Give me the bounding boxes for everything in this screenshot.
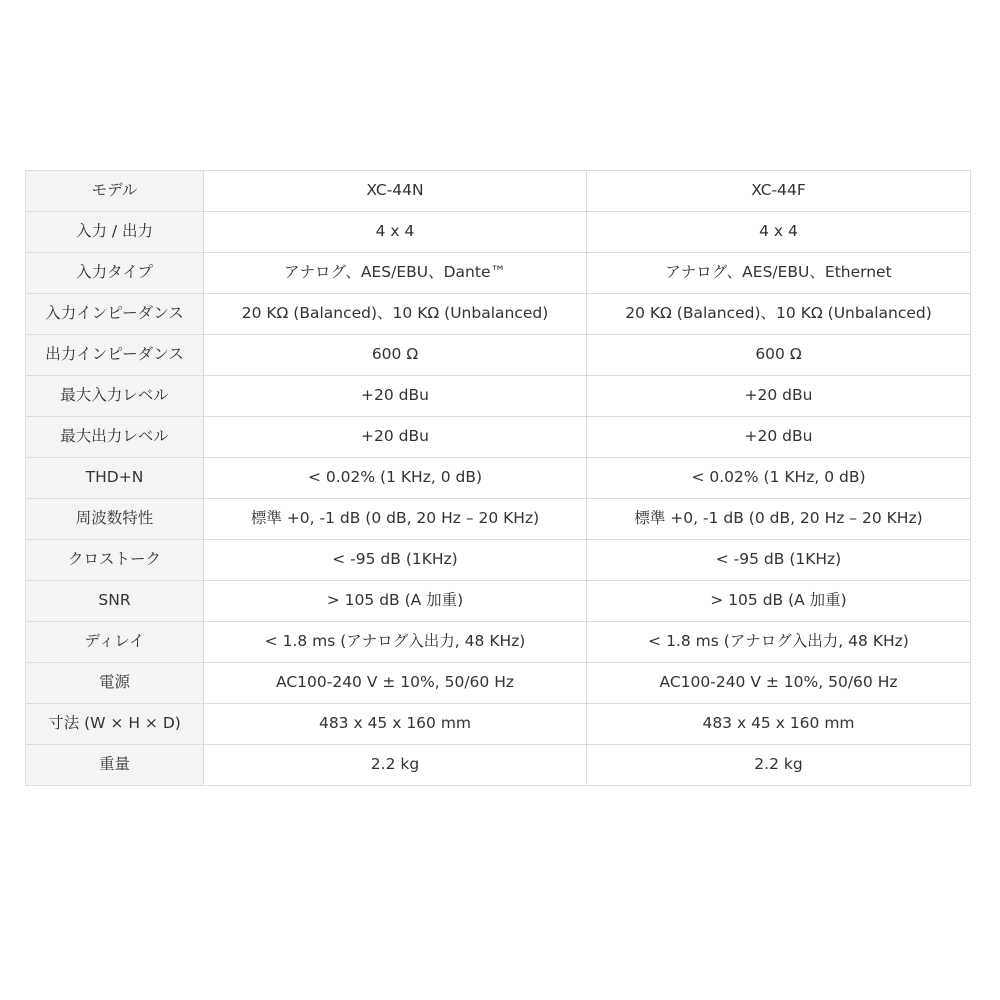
spec-label: 最大入力レベル [26,376,204,417]
spec-value-xc-44n: < 0.02% (1 KHz, 0 dB) [204,458,587,499]
spec-label: 寸法 (W × H × D) [26,704,204,745]
spec-label: クロストーク [26,540,204,581]
table-row [26,294,971,335]
spec-label: 周波数特性 [26,499,204,540]
spec-value-xc-44f: 483 x 45 x 160 mm [587,704,971,745]
table-row [26,704,971,745]
spec-value-xc-44n: 2.2 kg [204,745,587,786]
spec-value-xc-44f: 2.2 kg [587,745,971,786]
spec-value-xc-44f: 20 KΩ (Balanced)、10 KΩ (Unbalanced) [587,294,971,335]
spec-value-xc-44n: AC100-240 V ± 10%, 50/60 Hz [204,663,587,704]
model-name-xc-44n: XC-44N [204,171,587,212]
spec-value-xc-44n: > 105 dB (A 加重) [204,581,587,622]
table-row [26,417,971,458]
spec-label: 入力インピーダンス [26,294,204,335]
spec-value-xc-44n: +20 dBu [204,376,587,417]
spec-value-xc-44n: 4 x 4 [204,212,587,253]
spec-value-xc-44f: > 105 dB (A 加重) [587,581,971,622]
spec-value-xc-44n: 標準 +0, -1 dB (0 dB, 20 Hz – 20 KHz) [204,499,587,540]
model-name-xc-44f: XC-44F [587,171,971,212]
spec-value-xc-44f: < -95 dB (1KHz) [587,540,971,581]
spec-value-xc-44f: AC100-240 V ± 10%, 50/60 Hz [587,663,971,704]
spec-value-xc-44n: 483 x 45 x 160 mm [204,704,587,745]
spec-value-xc-44n: < -95 dB (1KHz) [204,540,587,581]
spec-value-xc-44f: アナログ、AES/EBU、Ethernet [587,253,971,294]
table-row [26,376,971,417]
table-row [26,540,971,581]
spec-value-xc-44f: +20 dBu [587,376,971,417]
spec-label: 入力 / 出力 [26,212,204,253]
spec-label: 最大出力レベル [26,417,204,458]
table-row [26,253,971,294]
spec-value-xc-44n: +20 dBu [204,417,587,458]
header-row [26,171,971,212]
model-header-label: モデル [26,171,204,212]
spec-value-xc-44f: 600 Ω [587,335,971,376]
table-row [26,458,971,499]
spec-value-xc-44n: 600 Ω [204,335,587,376]
spec-value-xc-44n: アナログ、AES/EBU、Dante™ [204,253,587,294]
table-row [26,663,971,704]
spec-value-xc-44f: 4 x 4 [587,212,971,253]
table-row [26,212,971,253]
spec-value-xc-44f: < 0.02% (1 KHz, 0 dB) [587,458,971,499]
spec-value-xc-44f: 標準 +0, -1 dB (0 dB, 20 Hz – 20 KHz) [587,499,971,540]
spec-label: ディレイ [26,622,204,663]
spec-label: 電源 [26,663,204,704]
table-row [26,622,971,663]
spec-label: 出力インピーダンス [26,335,204,376]
spec-value-xc-44n: 20 KΩ (Balanced)、10 KΩ (Unbalanced) [204,294,587,335]
table-row [26,499,971,540]
spec-value-xc-44n: < 1.8 ms (アナログ入出力, 48 KHz) [204,622,587,663]
spec-table [25,170,971,786]
table-row [26,745,971,786]
spec-value-xc-44f: < 1.8 ms (アナログ入出力, 48 KHz) [587,622,971,663]
spec-label: 入力タイプ [26,253,204,294]
table-row [26,335,971,376]
table-row [26,581,971,622]
spec-value-xc-44f: +20 dBu [587,417,971,458]
spec-label: THD+N [26,458,204,499]
spec-label: 重量 [26,745,204,786]
spec-label: SNR [26,581,204,622]
spec-table-body [26,171,971,786]
